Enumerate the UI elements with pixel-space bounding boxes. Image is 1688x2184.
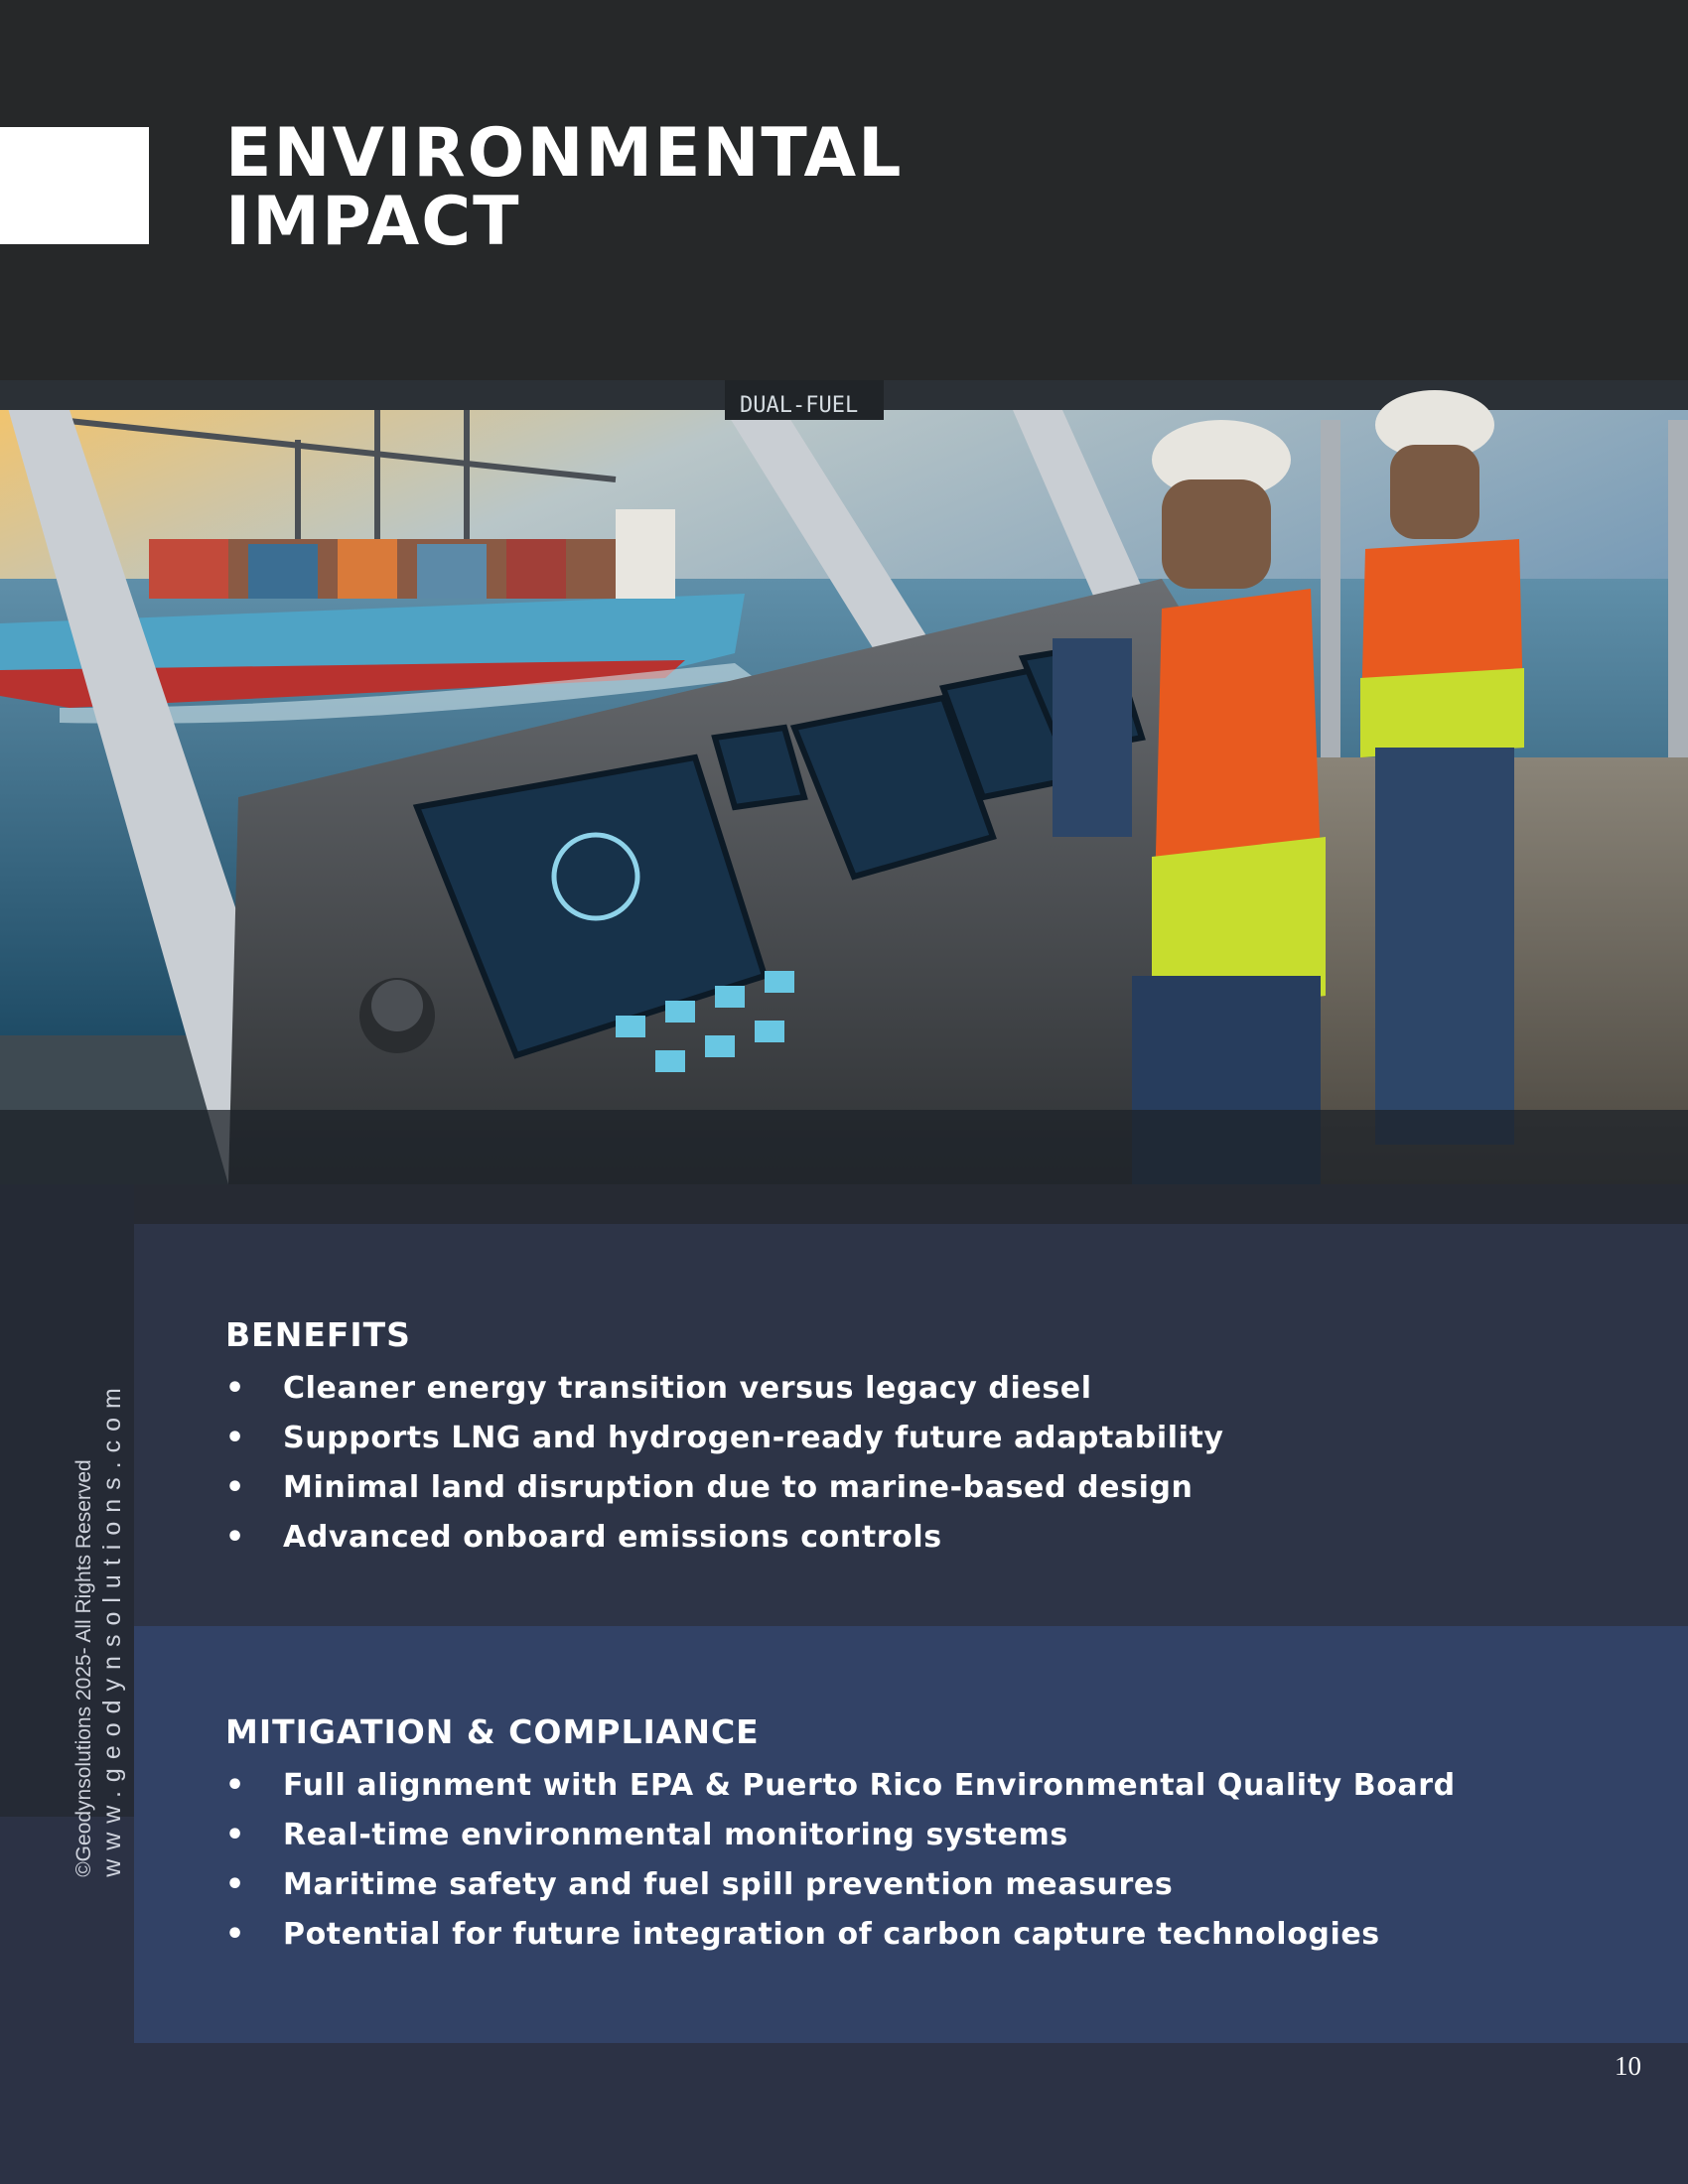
header-band (0, 0, 1688, 380)
copyright-notice: ©Geodynsolutions 2025- All Rights Reserved (72, 1459, 95, 1877)
divider-band (0, 1184, 1688, 1224)
list-item (225, 1364, 1224, 1414)
list-item (225, 1811, 1456, 1860)
page-title-line-2: IMPACT (225, 183, 521, 261)
page-title-line-1: ENVIRONMENTAL (225, 114, 904, 193)
bullet-glyph: • (225, 1470, 245, 1505)
list-item-text: Supports LNG and hydrogen-ready future adaptability (283, 1421, 1224, 1455)
bullet-glyph: • (225, 1867, 245, 1902)
page-number: 10 (1615, 2051, 1641, 2081)
mitigation-list (225, 1761, 1456, 1960)
bullet-glyph: • (225, 1520, 245, 1555)
website-url[interactable]: www.geodynsolutions.com (98, 1379, 127, 1877)
list-item-text: Maritime safety and fuel spill prevention measures (283, 1867, 1174, 1902)
list-item-text: Real-time environmental monitoring systems (283, 1818, 1068, 1852)
bullet-glyph: • (225, 1917, 245, 1952)
bullet-glyph: • (225, 1421, 245, 1455)
sidebar-vertical-text (71, 1379, 129, 1877)
list-item-text: Minimal land disruption due to marine-based design (283, 1470, 1194, 1505)
list-item (225, 1463, 1224, 1513)
list-item-text: Advanced onboard emissions controls (283, 1520, 942, 1555)
header-accent-block (0, 127, 149, 244)
list-item (225, 1910, 1456, 1960)
list-item-text: Cleaner energy transition versus legacy diesel (283, 1371, 1092, 1406)
bullet-glyph: • (225, 1371, 245, 1406)
benefits-heading: BENEFITS (225, 1315, 411, 1354)
list-item-text: Full alignment with EPA & Puerto Rico Environmental Quality Board (283, 1768, 1456, 1803)
hero-image (0, 380, 1688, 1184)
page-title (225, 114, 904, 261)
list-item (225, 1513, 1224, 1563)
list-item (225, 1860, 1456, 1910)
footer-band (0, 2043, 1688, 2184)
bullet-glyph: • (225, 1768, 245, 1803)
mitigation-heading: MITIGATION & COMPLIANCE (225, 1712, 760, 1751)
bullet-glyph: • (225, 1818, 245, 1852)
benefits-list (225, 1364, 1224, 1563)
list-item (225, 1761, 1456, 1811)
panel-label-text: DUAL-FUEL (740, 393, 859, 418)
ship-bridge-illustration (0, 380, 1688, 1184)
list-item (225, 1414, 1224, 1463)
list-item-text: Potential for future integration of carbon capture technologies (283, 1917, 1380, 1952)
